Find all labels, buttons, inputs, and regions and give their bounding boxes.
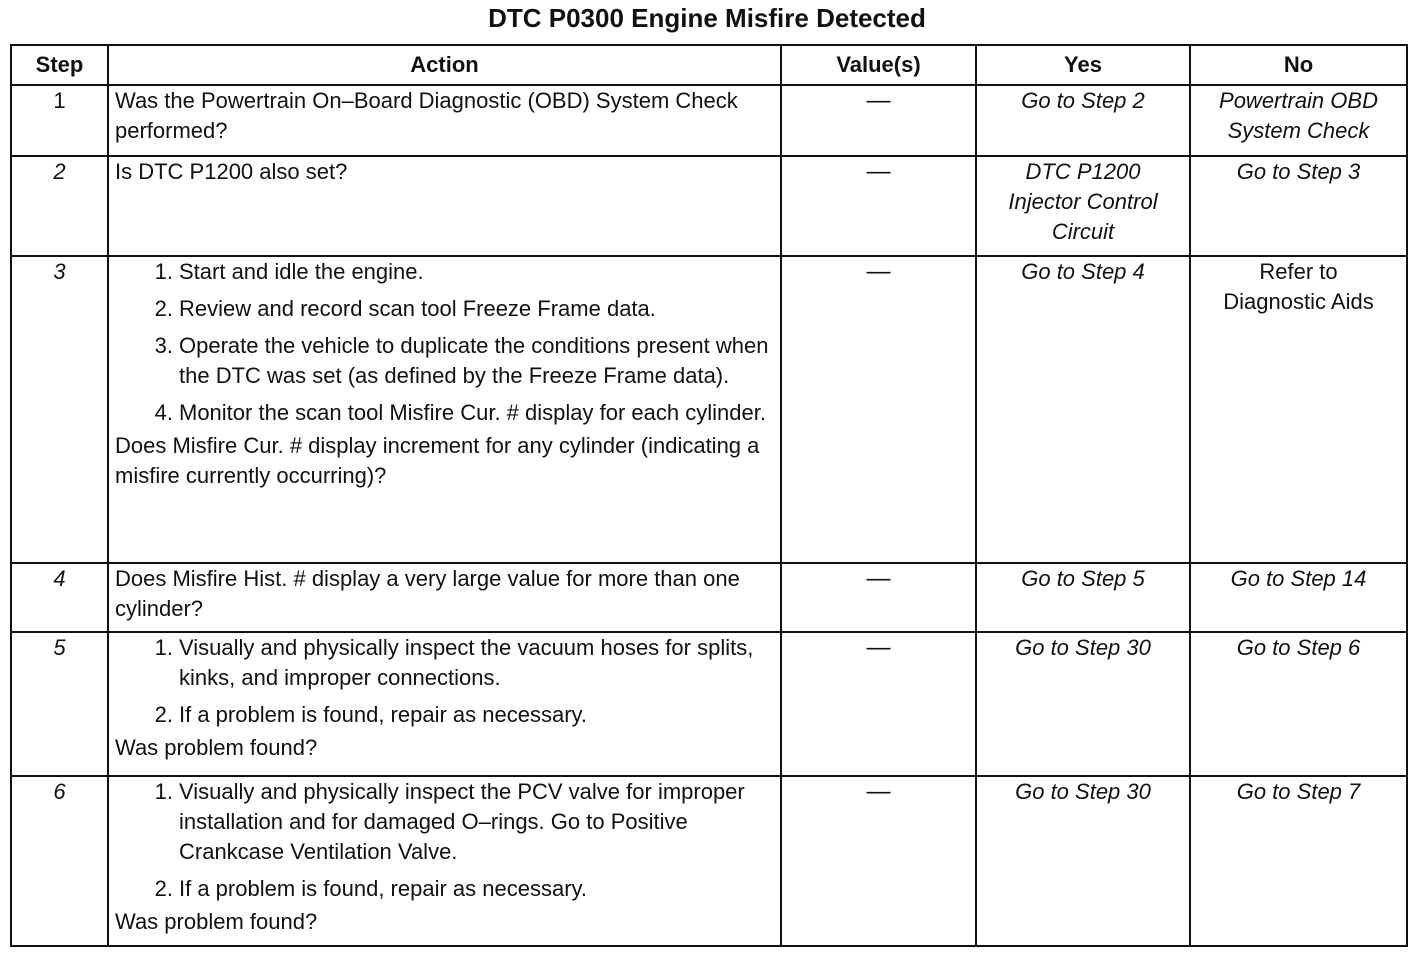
no-cell: Go to Step 7 <box>1190 776 1407 946</box>
list-item-text: Visually and physically inspect the PCV valve for improper installation and for damaged O–rings. Go to Positive Crankcase Ventilation Valve. <box>179 779 745 864</box>
table-row <box>11 632 1407 776</box>
no-cell: Powertrain OBD System Check <box>1190 85 1407 156</box>
list-number: 2. <box>154 876 173 901</box>
step-number: 4 <box>11 563 108 632</box>
table-row <box>11 156 1407 256</box>
list-item <box>115 294 774 324</box>
list-number: 2. <box>154 702 173 727</box>
list-item-text: Start and idle the engine. <box>179 259 424 284</box>
action-cell <box>108 632 781 776</box>
list-number: 2. <box>154 296 173 321</box>
yes-cell: Go to Step 2 <box>976 85 1190 156</box>
list-number: 4. <box>154 400 173 425</box>
value-cell: — <box>781 563 976 632</box>
header-step: Step <box>11 45 108 85</box>
no-cell: Refer to Diagnostic Aids <box>1190 256 1407 563</box>
value-cell: — <box>781 256 976 563</box>
action-cell: Is DTC P1200 also set? <box>108 156 781 256</box>
list-item <box>115 257 774 287</box>
header-values: Value(s) <box>781 45 976 85</box>
step-number: 3 <box>11 256 108 563</box>
no-cell: Go to Step 14 <box>1190 563 1407 632</box>
action-cell: Was the Powertrain On–Board Diagnostic (OBD) System Check performed? <box>108 85 781 156</box>
list-item <box>115 777 774 867</box>
header-yes: Yes <box>976 45 1190 85</box>
procedure-list <box>115 777 774 904</box>
table-row <box>11 776 1407 946</box>
yes-cell: Go to Step 30 <box>976 632 1190 776</box>
table-row <box>11 563 1407 632</box>
yes-cell: Go to Step 4 <box>976 256 1190 563</box>
yes-cell: DTC P1200 Injector Control Circuit <box>976 156 1190 256</box>
list-item-text: If a problem is found, repair as necessary. <box>179 876 588 901</box>
yes-cell: Go to Step 30 <box>976 776 1190 946</box>
step-question: Was problem found? <box>115 909 318 934</box>
action-cell <box>108 256 781 563</box>
header-action: Action <box>108 45 781 85</box>
list-item-text: Monitor the scan tool Misfire Cur. # display for each cylinder. <box>179 400 766 425</box>
value-cell: — <box>781 776 976 946</box>
list-item-text: Operate the vehicle to duplicate the conditions present when the DTC was set (as defined by the Freeze Frame data). <box>179 333 769 388</box>
value-cell: — <box>781 632 976 776</box>
procedure-list <box>115 257 774 428</box>
no-cell: Go to Step 3 <box>1190 156 1407 256</box>
step-number: 5 <box>11 632 108 776</box>
page-title: DTC P0300 Engine Misfire Detected <box>488 3 926 33</box>
header-no: No <box>1190 45 1407 85</box>
header-row <box>11 45 1407 85</box>
list-number: 1. <box>154 259 173 284</box>
list-item-text: Visually and physically inspect the vacuum hoses for splits, kinks, and improper connections. <box>179 635 754 690</box>
step-number: 2 <box>11 156 108 256</box>
diagnostic-table <box>10 44 1408 947</box>
table-row <box>11 256 1407 563</box>
list-item <box>115 633 774 693</box>
action-cell: Does Misfire Hist. # display a very large value for more than one cylinder? <box>108 563 781 632</box>
step-question: Was problem found? <box>115 735 318 760</box>
list-item-text: If a problem is found, repair as necessary. <box>179 702 588 727</box>
list-number: 1. <box>154 779 173 804</box>
action-cell <box>108 776 781 946</box>
yes-cell: Go to Step 5 <box>976 563 1190 632</box>
list-number: 1. <box>154 635 173 660</box>
list-item <box>115 874 774 904</box>
value-cell: — <box>781 85 976 156</box>
list-number: 3. <box>154 333 173 358</box>
step-question: Does Misfire Cur. # display increment for any cylinder (indicating a misfire currently occurring)? <box>115 433 760 488</box>
step-number: 1 <box>11 85 108 156</box>
list-item-text: Review and record scan tool Freeze Frame data. <box>179 296 656 321</box>
procedure-list <box>115 633 774 730</box>
list-item <box>115 398 774 428</box>
list-item <box>115 700 774 730</box>
value-cell: — <box>781 156 976 256</box>
no-cell: Go to Step 6 <box>1190 632 1407 776</box>
step-number: 6 <box>11 776 108 946</box>
list-item <box>115 331 774 391</box>
table-row <box>11 85 1407 156</box>
